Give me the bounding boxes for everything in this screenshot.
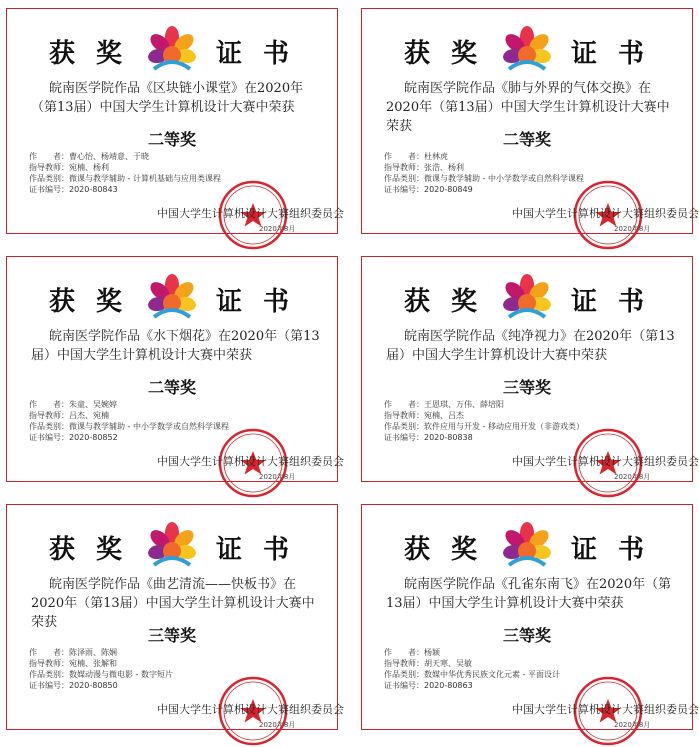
category-value: 数媒中华优秀民族文化元素 - 平面设计 [424, 670, 560, 679]
category-value: 微课与教学辅助 - 计算机基础与应用类课程 [69, 174, 221, 183]
flower-logo-icon [501, 25, 553, 77]
advisor-label: 指导教师： [29, 411, 69, 420]
category-label: 作品类别： [29, 174, 69, 183]
cert-no-label: 证书编号： [384, 681, 424, 690]
cert-no-value: 2020-80863 [424, 681, 473, 690]
header-left-text: 获 奖 [403, 286, 483, 317]
advisor-value: 宛楠、张解和 [69, 659, 117, 668]
award-description: 皖南医学院作品《孔雀东南飞》在2020年（第13届）中国大学生计算机设计大赛中荣获 [386, 577, 672, 611]
flower-logo-icon [146, 273, 198, 325]
category-label: 作品类别： [29, 670, 69, 679]
flower-logo-icon [501, 273, 553, 325]
author-value: 曹心怡、杨靖意、于晓 [69, 152, 149, 161]
author-label: 作 者： [384, 152, 424, 161]
award-info [29, 399, 229, 443]
author-value: 朱童、吴婉婷 [69, 400, 117, 409]
header-right-text: 证 书 [571, 38, 651, 69]
advisor-label: 指导教师： [29, 659, 69, 668]
header-left-text: 获 奖 [403, 534, 483, 565]
certificate-4 [361, 256, 699, 482]
award-info [29, 151, 221, 195]
certificate-5 [6, 504, 344, 730]
award-grade: 二等奖 [147, 378, 196, 397]
cert-no-label: 证书编号： [384, 185, 424, 194]
advisor-value: 宛楠、吕杰 [424, 411, 464, 420]
flower-logo-icon [501, 521, 553, 573]
author-label: 作 者： [384, 400, 424, 409]
cert-no-label: 证书编号： [384, 433, 424, 442]
category-value: 微课与教学辅助 - 中小学数学或自然科学课程 [424, 174, 584, 183]
author-label: 作 者： [29, 400, 69, 409]
category-label: 作品类别： [29, 422, 69, 431]
certificate-header [362, 25, 692, 77]
certificate-3 [6, 256, 344, 482]
award-grade: 三等奖 [502, 626, 551, 645]
author-value: 陈泽雨、陈娴 [69, 648, 117, 657]
author-value: 王恩琪、万伟、薛培阳 [424, 400, 504, 409]
advisor-label: 指导教师： [384, 659, 424, 668]
issue-date: 2020年8月 [614, 721, 651, 729]
header-right-text: 证 书 [216, 534, 296, 565]
header-right-text: 证 书 [216, 38, 296, 69]
award-grade: 二等奖 [502, 130, 551, 149]
issue-date: 2020年8月 [259, 225, 296, 233]
author-label: 作 者： [29, 152, 69, 161]
award-grade: 二等奖 [147, 130, 196, 149]
issue-date: 2020年8月 [614, 473, 651, 481]
cert-no-label: 证书编号： [29, 185, 69, 194]
flower-logo-icon [146, 25, 198, 77]
advisor-label: 指导教师： [384, 163, 424, 172]
category-value: 软件应用与开发 - 移动应用开发（非游戏类） [424, 422, 584, 431]
certificate-header [7, 273, 337, 325]
category-label: 作品类别： [384, 174, 424, 183]
author-label: 作 者： [29, 648, 69, 657]
certificate-header [362, 521, 692, 573]
advisor-value: 张浩、杨利 [424, 163, 464, 172]
category-value: 数媒动漫与微电影 - 数字短片 [69, 670, 173, 679]
advisor-label: 指导教师： [384, 411, 424, 420]
advisor-value: 吕杰、宛楠 [69, 411, 109, 420]
certificate-6 [361, 504, 699, 730]
author-value: 杜林虎 [424, 152, 448, 161]
cert-no-value: 2020-80852 [69, 433, 118, 442]
organizer-name: 中国大学生计算机设计大赛组织委员会 [157, 207, 344, 220]
issue-date: 2020年8月 [614, 225, 651, 233]
author-value: 杨颖 [424, 648, 440, 657]
certificate-1 [6, 8, 344, 234]
header-right-text: 证 书 [571, 286, 651, 317]
certificate-header [362, 273, 692, 325]
award-description: 皖南医学院作品《曲艺清流——快板书》在2020年（第13届）中国大学生计算机设计大赛中荣获 [31, 577, 315, 630]
header-left-text: 获 奖 [403, 38, 483, 69]
award-description: 皖南医学院作品《区块链小课堂》在2020年（第13届）中国大学生计算机设计大赛中荣获 [31, 81, 304, 115]
advisor-value: 胡天寒、吴敏 [424, 659, 472, 668]
category-label: 作品类别： [384, 670, 424, 679]
award-description: 皖南医学院作品《纯净视力》在2020年（第13届）中国大学生计算机设计大赛中荣获 [386, 329, 675, 363]
award-description: 皖南医学院作品《肺与外界的气体交换》在2020年（第13届）中国大学生计算机设计大赛中荣获 [386, 81, 670, 134]
organizer-name: 中国大学生计算机设计大赛组织委员会 [512, 455, 699, 468]
organizer-name: 中国大学生计算机设计大赛组织委员会 [512, 703, 699, 716]
category-value: 微课与教学辅助 - 中小学数学或自然科学课程 [69, 422, 229, 431]
organizer-name: 中国大学生计算机设计大赛组织委员会 [157, 455, 344, 468]
cert-no-value: 2020-80850 [69, 681, 118, 690]
advisor-label: 指导教师： [29, 163, 69, 172]
issue-date: 2020年8月 [259, 721, 296, 729]
award-info [384, 151, 584, 195]
header-right-text: 证 书 [216, 286, 296, 317]
award-grade: 三等奖 [502, 378, 551, 397]
author-label: 作 者： [384, 648, 424, 657]
award-info [384, 399, 584, 443]
header-left-text: 获 奖 [48, 534, 128, 565]
certificate-header [7, 521, 337, 573]
cert-no-value: 2020-80838 [424, 433, 473, 442]
award-info [384, 647, 560, 691]
header-left-text: 获 奖 [48, 38, 128, 69]
header-right-text: 证 书 [571, 534, 651, 565]
organizer-name: 中国大学生计算机设计大赛组织委员会 [512, 207, 699, 220]
flower-logo-icon [146, 521, 198, 573]
award-info [29, 647, 173, 691]
award-grade: 三等奖 [147, 626, 196, 645]
organizer-name: 中国大学生计算机设计大赛组织委员会 [157, 703, 344, 716]
cert-no-label: 证书编号： [29, 433, 69, 442]
cert-no-value: 2020-80849 [424, 185, 473, 194]
advisor-value: 宛楠、杨利 [69, 163, 109, 172]
cert-no-label: 证书编号： [29, 681, 69, 690]
certificate-header [7, 25, 337, 77]
cert-no-value: 2020-80843 [69, 185, 118, 194]
category-label: 作品类别： [384, 422, 424, 431]
header-left-text: 获 奖 [48, 286, 128, 317]
issue-date: 2020年8月 [259, 473, 296, 481]
certificate-2 [361, 8, 699, 234]
award-description: 皖南医学院作品《水下烟花》在2020年（第13届）中国大学生计算机设计大赛中荣获 [31, 329, 320, 363]
